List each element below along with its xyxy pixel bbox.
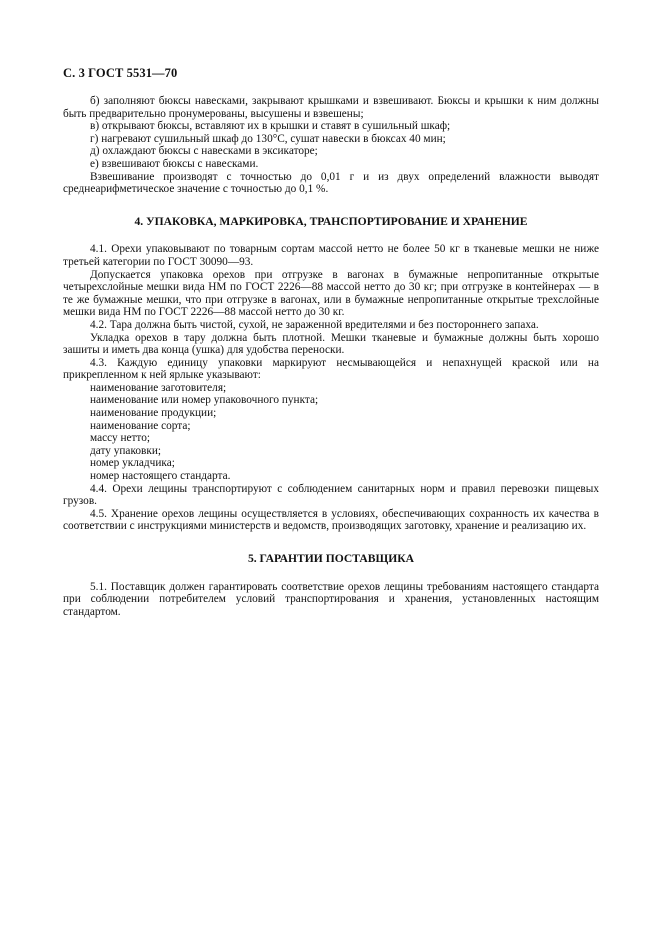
list-item: наименование сорта; [90,419,191,432]
page-header: С. 3 ГОСТ 5531—70 [63,66,178,80]
list-item: наименование продукции; [90,407,217,420]
paragraph-d: д) охлаждают бюксы с навесками в эксикаторе; [90,145,318,158]
document-body [63,95,599,618]
list-item: дату упаковки; [90,444,162,457]
section-4-title: 4. УПАКОВКА, МАРКИРОВКА, ТРАНСПОРТИРОВАНИЕ И ХРАНЕНИЕ [134,214,528,228]
paragraph-4-5: 4.5. Хранение орехов лещины осуществляется в условиях, обеспечивающих сохранность их качества в соответствии с инструкциями министерств и ведомств, производящих заготовку, хранение и реализацию их. [63,507,599,533]
list-item: номер укладчика; [90,457,175,470]
list-item: массу нетто; [90,432,151,445]
paragraph-4-1-allowed: Допускается упаковка орехов при отгрузке в вагонах в бумажные непропитанные открытые четырехслойные мешки вида НМ по ГОСТ 2226—88 массой нетто до 30 кг; при отгрузке в контейнерах — в те же бумажные мешки, что при отгрузке в вагонах, или в бумажные непропитанные открытые трехслойные мешки вида НМ по ГОСТ 2226—88 массой нетто до 30 кг. [63,268,599,319]
paragraph-4-2: 4.2. Тара должна быть чистой, сухой, не зараженной вредителями и без постороннего запаха. [90,318,539,331]
list-item: наименование заготовителя; [90,381,227,394]
paragraph-5-1: 5.1. Поставщик должен гарантировать соответствие орехов лещины требованиям настоящего стандарта при соблюдении потребителем условий транспортирования и хранения, установленных настоящим стандартом. [63,580,599,618]
paragraph-g: г) нагревают сушильный шкаф до 130°С, сушат навески в бюксах 40 мин; [90,132,446,145]
paragraph-b: б) заполняют бюксы навесками, закрывают крышками и взвешивают. Бюксы и крышки к ним должны быть предварительно пронумерованы, высушены и взвешены; [63,95,599,120]
paragraph-4-4: 4.4. Орехи лещины транспортируют с соблюдением санитарных норм и правил перевозки пищевых грузов. [63,482,599,508]
paragraph-4-2-packing: Укладка орехов в тару должна быть плотной. Мешки тканевые и бумажные должны быть хорошо зашиты и иметь два конца (ушка) для удобства переноски. [63,331,599,357]
list-item: наименование или номер упаковочного пункта; [90,394,319,407]
paragraph-weighing: Взвешивание производят с точностью до 0,01 г и из двух определений влажности выводят среднеарифметическое значение с точностью до 0,1 %. [63,170,599,196]
paragraph-4-1: 4.1. Орехи упаковывают по товарным сортам массой нетто не более 50 кг в тканевые мешки не ниже третьей категории по ГОСТ 30090—93. [63,243,599,268]
list-item: номер настоящего стандарта. [90,470,231,483]
paragraph-4-3: 4.3. Каждую единицу упаковки маркируют несмывающейся и непахнущей краской или на прикрепленном к ней ярлыке указывают: [63,356,599,382]
paragraph-v: в) открывают бюксы, вставляют их в крышки и ставят в сушильный шкаф; [90,120,451,133]
section-5-title: 5. ГАРАНТИИ ПОСТАВЩИКА [247,552,415,565]
paragraph-e: е) взвешивают бюксы с навесками. [90,157,259,170]
